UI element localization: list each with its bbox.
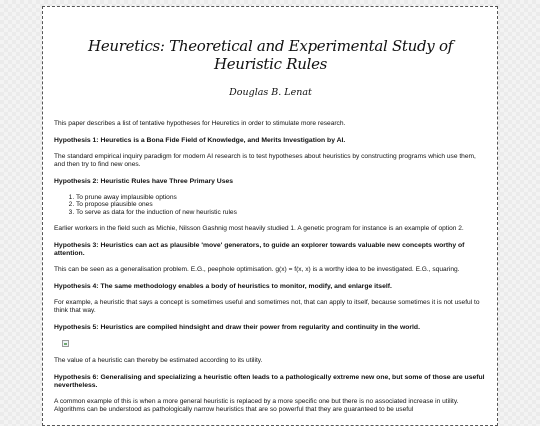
hypothesis-1-body: The standard empirical inquiry paradigm for modern AI research is to test hypotheses about heuristics by constructing programs which use them, and then try to find new ones. — [54, 153, 476, 168]
hypothesis-4-body: For example, a heuristic that says a concept is sometimes useful and sometimes not, that can apply to itself, because sometimes it is not useful to think that way. — [54, 299, 480, 315]
hypothesis-1-heading: Hypothesis 1: Heuretics is a Bona Fide Field of Knowledge, and Merits Investigation by AI. — [54, 137, 346, 144]
author-name: Douglas B. Lenat — [229, 87, 312, 98]
hypothesis-3-body: This can be seen as a generalisation problem. E.G., peephole optimisation. g(x) = f(x, x) is a worthy idea to be investigated. E.G., squaring. — [54, 266, 460, 274]
list-item: 2. To propose plausible ones — [76, 201, 487, 208]
hypothesis-5-body: The value of a heuristic can thereby be estimated according to its utility. — [54, 357, 263, 365]
document-page — [42, 6, 498, 426]
hypothesis-2-heading: Hypothesis 2: Heuristic Rules have Three Primary Uses — [54, 178, 234, 185]
hypothesis-5-heading: Hypothesis 5: Heuristics are compiled hindsight and draw their power from regularity and continuity in the world. — [54, 324, 420, 332]
list-item: 3. To serve as data for the induction of new heuristic rules — [76, 209, 487, 216]
page-title: Heuretics: Theoretical and Experimental Study of Heuristic Rules — [88, 37, 453, 73]
hypothesis-4-heading: Hypothesis 4: The same methodology enables a body of heuristics to monitor, modify, and enlarge itself. — [54, 283, 392, 291]
hypothesis-6-heading: Hypothesis 6: Generalising and specializing a heuristic often leads to a pathologically extreme new one, but some of those are useful nevertheless. — [54, 374, 485, 390]
uses-list — [54, 194, 487, 216]
hypothesis-2-body: Earlier workers in the field such as Michie, Nilsson Gashnig most heavily studied 1. A genetic program for instance is an example of option 2. — [54, 225, 464, 233]
list-item: 1. To prune away implausible options — [76, 194, 487, 201]
hypothesis-6-body: A common example of this is when a more general heuristic is replaced by a more specific one but there is no associated increase in utility. Algorithms can be understood as pathologically narrow heuristics that are so powerful that they are guaranteed to be useful — [54, 398, 459, 414]
broken-image-icon — [62, 340, 69, 347]
intro-paragraph: This paper describes a list of tentative hypotheses for Heuretics in order to stimulate more research. — [54, 120, 346, 127]
hypothesis-3-heading: Hypothesis 3: Heuristics can act as plausible 'move' generators, to guide an explorer towards valuable new concepts worthy of attention. — [54, 242, 465, 258]
